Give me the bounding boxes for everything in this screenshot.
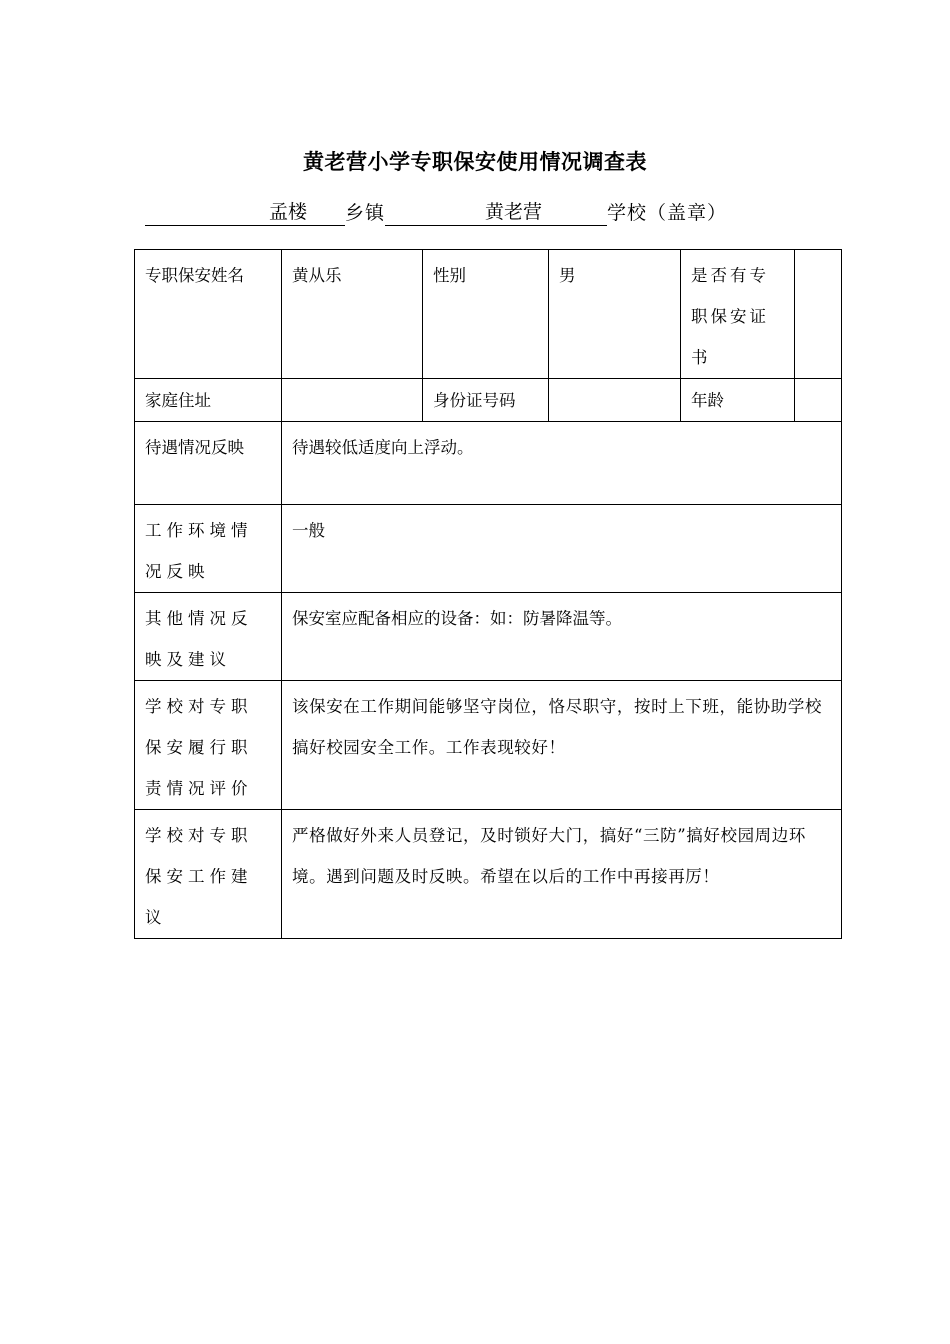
table-row	[135, 593, 842, 681]
environment-value: 一般	[282, 505, 842, 593]
township-field	[145, 199, 345, 226]
table-row	[135, 422, 842, 505]
address-label: 家庭住址	[135, 379, 282, 422]
table-row	[135, 505, 842, 593]
salary-label: 待遇情况反映	[135, 422, 282, 505]
id-label: 身份证号码	[423, 379, 549, 422]
suggestion-label: 学校对专职保安工作建议	[135, 810, 282, 939]
township-value: 孟楼	[269, 201, 308, 223]
environment-label: 工作环境情况反映	[135, 505, 282, 593]
school-label: 学校（盖章）	[607, 202, 728, 224]
guard-name-label: 专职保安姓名	[135, 250, 282, 379]
age-label: 年龄	[681, 379, 795, 422]
address-value	[282, 379, 423, 422]
age-value	[795, 379, 842, 422]
table-row	[135, 379, 842, 422]
survey-table	[134, 249, 842, 939]
evaluation-label: 学校对专职保安履行职责情况评价	[135, 681, 282, 810]
gender-value: 男	[549, 250, 681, 379]
school-value: 黄老营	[485, 201, 543, 223]
suggestion-value: 严格做好外来人员登记，及时锁好大门，搞好“三防”搞好校园周边环境。遇到问题及时反映。希望在以后的工作中再接再厉！	[282, 810, 842, 939]
school-field	[385, 199, 607, 226]
salary-value: 待遇较低适度向上浮动。	[282, 422, 842, 505]
certificate-label: 是否有专职保安证书	[681, 250, 795, 379]
certificate-value	[795, 250, 842, 379]
table-row	[135, 810, 842, 939]
other-label: 其他情况反映及建议	[135, 593, 282, 681]
id-value	[549, 379, 681, 422]
gender-label: 性别	[423, 250, 549, 379]
township-label: 乡镇	[345, 202, 386, 224]
other-value: 保安室应配备相应的设备：如：防暑降温等。	[282, 593, 842, 681]
evaluation-value: 该保安在工作期间能够坚守岗位，恪尽职守，按时上下班，能协助学校搞好校园安全工作。工作表现较好！	[282, 681, 842, 810]
table-row	[135, 681, 842, 810]
page-title: 黄老营小学专职保安使用情况调查表	[303, 150, 647, 174]
guard-name-value: 黄从乐	[282, 250, 423, 379]
school-header-line	[145, 198, 727, 226]
table-row	[135, 250, 842, 379]
